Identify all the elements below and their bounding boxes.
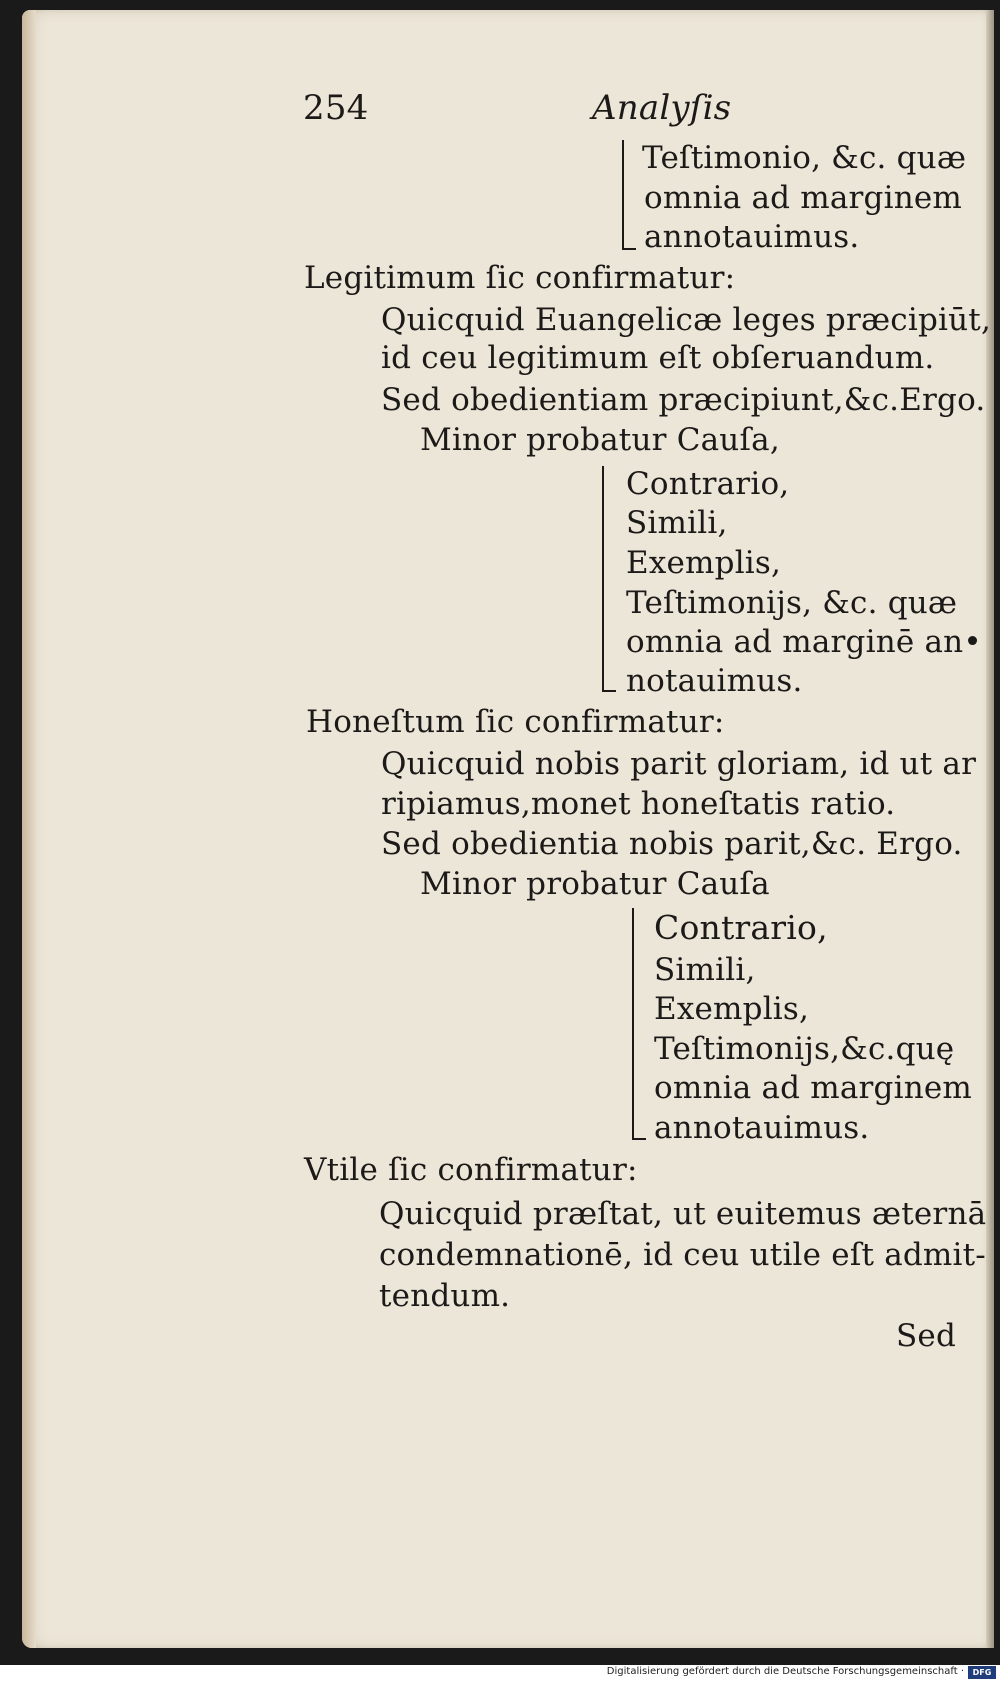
- text-line: Teſtimonijs,&c.quę: [654, 1031, 955, 1067]
- text-line: annotauimus.: [644, 219, 860, 255]
- text-line: Contrario,: [654, 908, 828, 947]
- digitization-footer: [0, 1665, 1000, 1681]
- text-line: Quicquid Euangelicæ leges præcipiūt,: [381, 302, 992, 338]
- text-line: omnia ad marginem: [654, 1070, 973, 1106]
- page-number: 254: [303, 88, 369, 128]
- running-head: Analyſis: [592, 88, 732, 128]
- brace-2: [602, 466, 604, 692]
- text-line: Sed obedientia nobis parit,&c. Ergo.: [381, 826, 963, 862]
- text-line: ripiamus,monet honeſtatis ratio.: [381, 786, 896, 822]
- text-line: Teſtimonio, &c. quæ: [642, 140, 967, 176]
- brace-1: [622, 140, 624, 250]
- text-line: omnia ad marginem: [644, 180, 963, 216]
- text-line: Exemplis,: [626, 545, 782, 581]
- text-line: Exemplis,: [654, 991, 810, 1027]
- text-line: tendum.: [379, 1278, 511, 1314]
- text-line: Simili,: [626, 505, 728, 541]
- text-line: Teſtimonijs, &c. quæ: [626, 585, 958, 621]
- text-line: Quicquid præſtat, ut euitemus æternā: [379, 1196, 987, 1232]
- footer-credit: Digitalisierung gefördert durch die Deutsche Forschungsgemeinschaft ·: [606, 1666, 964, 1677]
- section-heading-honestum: Honeſtum ſic confirmatur:: [306, 704, 725, 740]
- brace-3: [632, 908, 634, 1140]
- page-gutter: [22, 10, 36, 1648]
- text-line: Contrario,: [626, 466, 790, 502]
- page-edge: [986, 10, 994, 1648]
- dfg-logo-icon: DFG: [968, 1666, 996, 1679]
- text-line: Minor probatur Cauſa: [420, 866, 770, 902]
- text-line: notauimus.: [626, 663, 803, 699]
- text-line: condemnationē, id ceu utile eſt admit-: [379, 1237, 986, 1273]
- section-heading-vtile: Vtile ſic confirmatur:: [304, 1152, 638, 1188]
- text-line: id ceu legitimum eſt obſeruandum.: [381, 340, 935, 376]
- text-line: Simili,: [654, 952, 756, 988]
- text-line: Quicquid nobis parit gloriam, id ut ar: [381, 746, 977, 782]
- section-heading-legitimum: Legitimum ſic confirmatur:: [304, 260, 736, 296]
- text-line: Sed obedientiam præcipiunt,&c.Ergo.: [381, 382, 986, 418]
- text-line: Minor probatur Cauſa,: [420, 422, 780, 458]
- text-line: omnia ad marginē an•: [626, 624, 982, 660]
- text-line: annotauimus.: [654, 1110, 870, 1146]
- catchword: Sed: [896, 1318, 957, 1354]
